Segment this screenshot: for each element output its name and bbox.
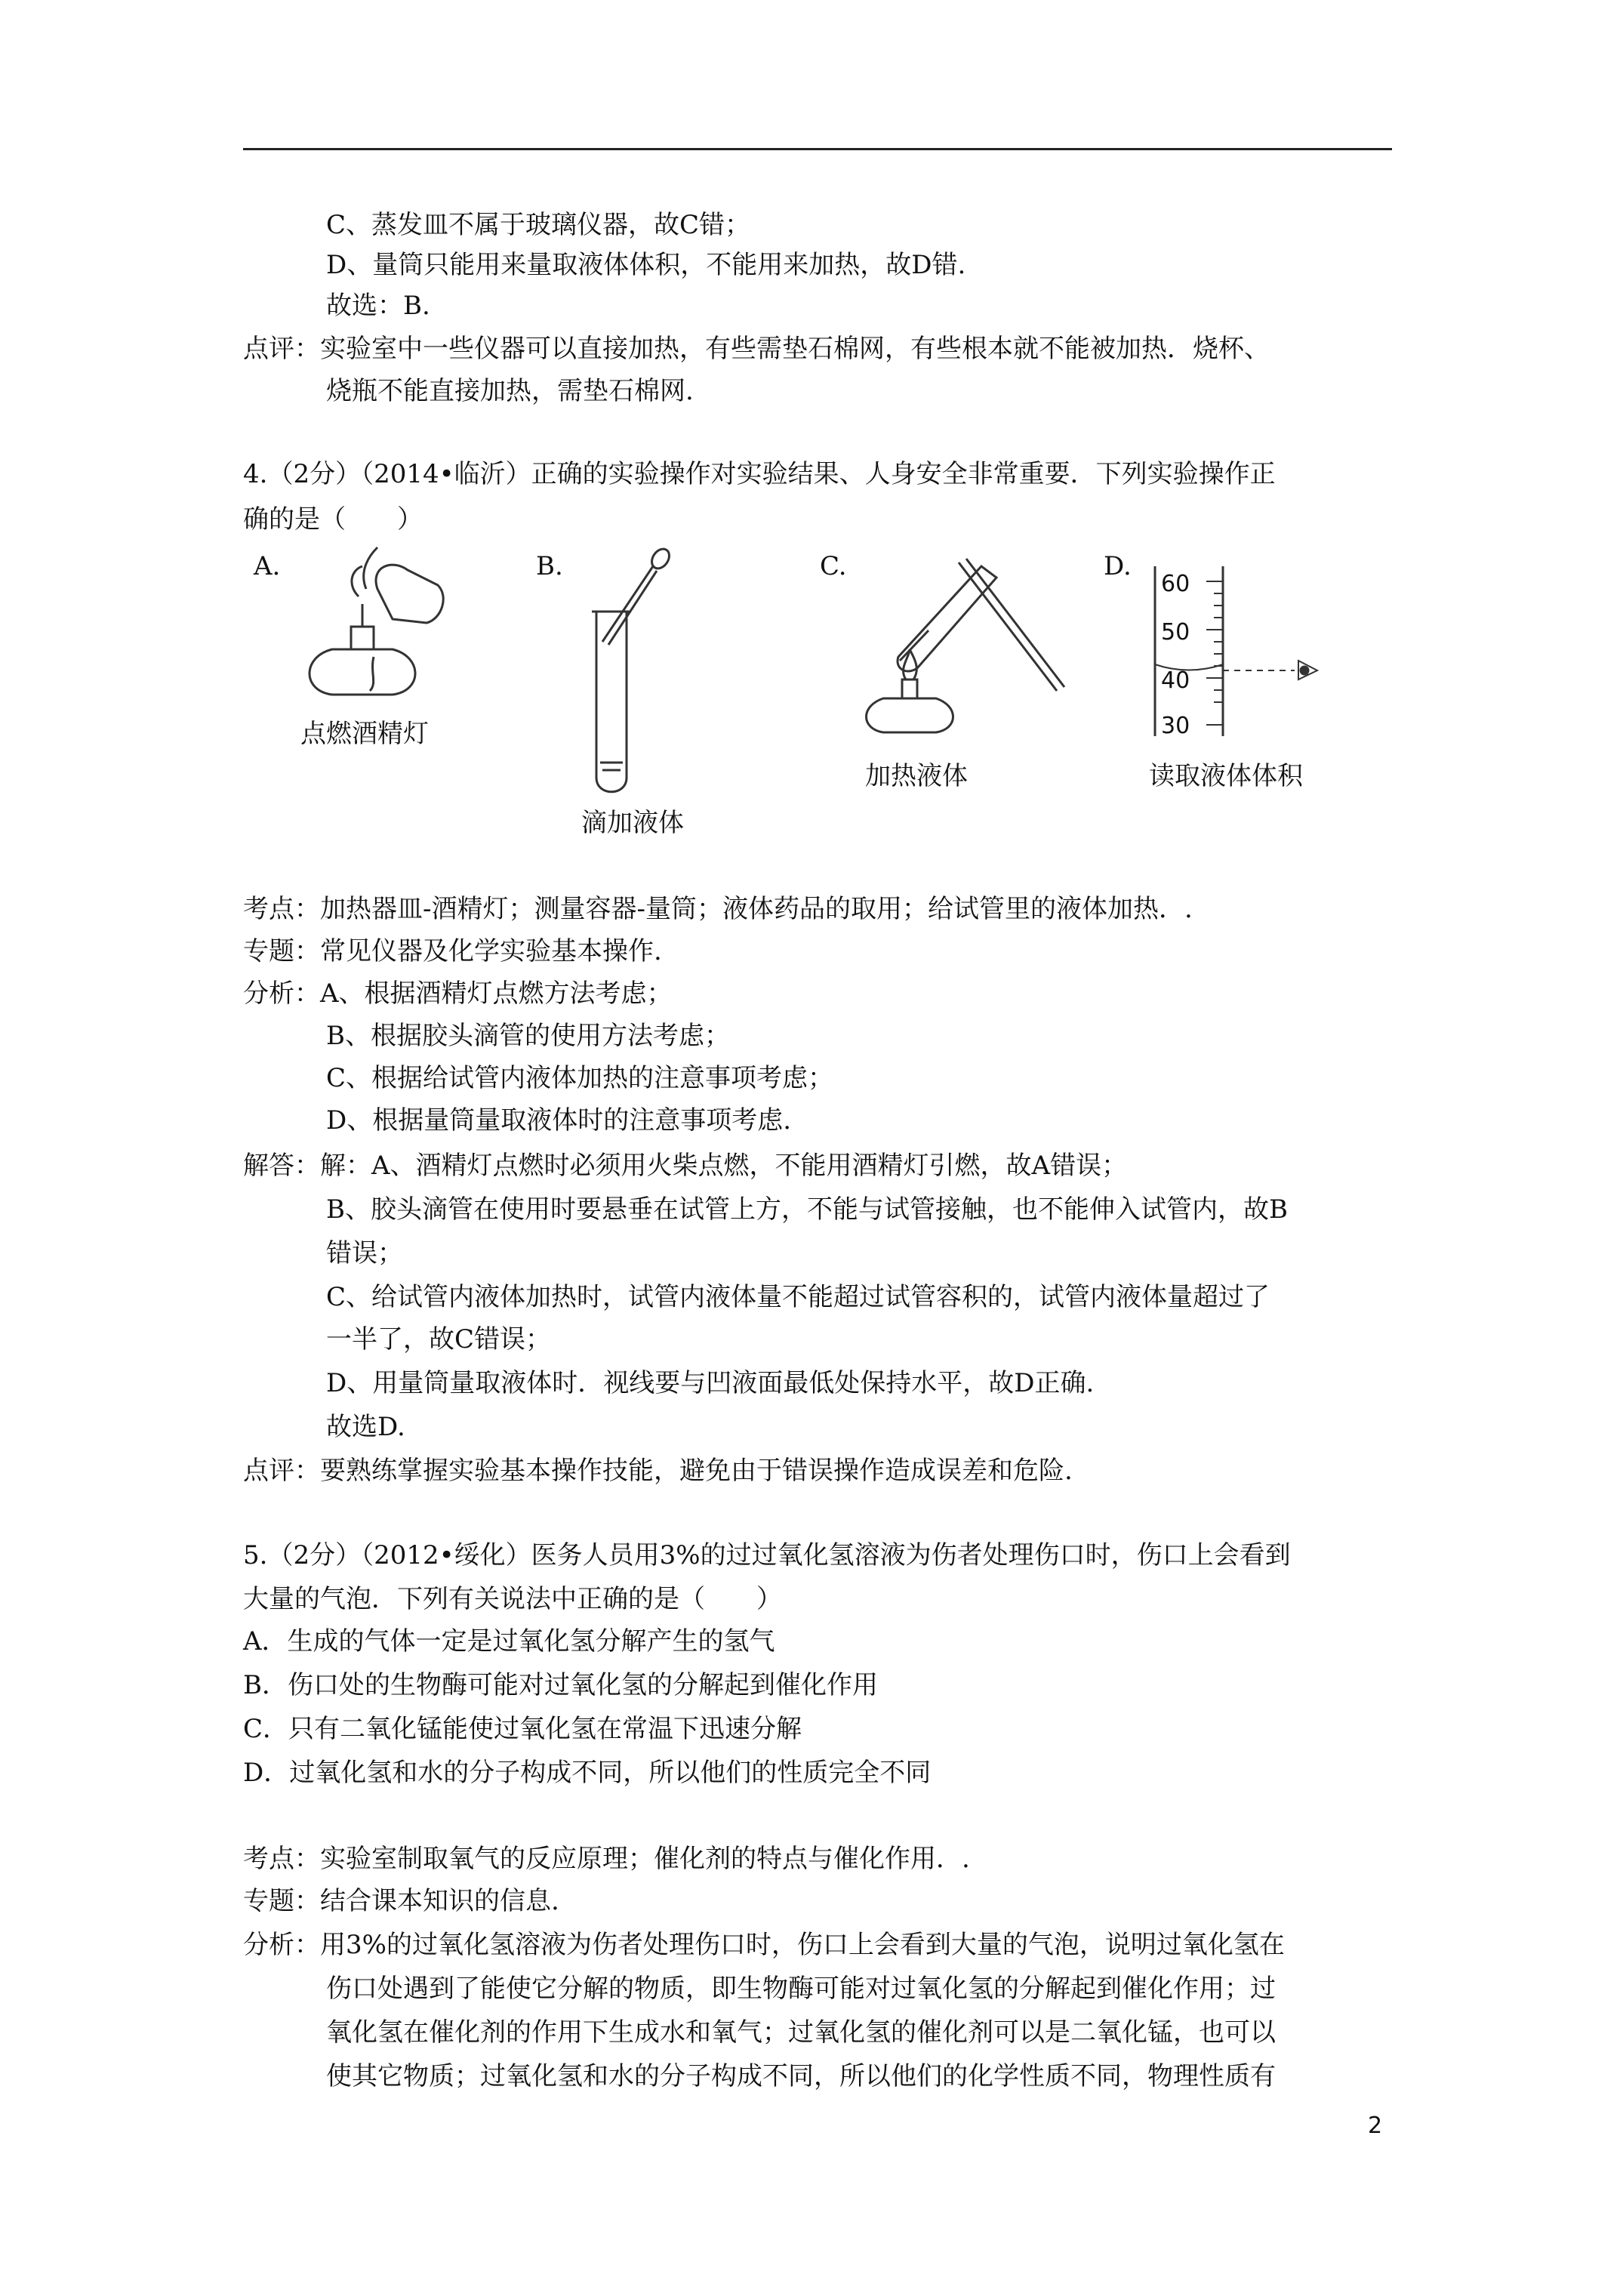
text-line: 一半了，故C错误； bbox=[326, 1324, 552, 1354]
tick-label: 60 bbox=[1161, 571, 1190, 597]
option-a-letter: A. bbox=[254, 551, 281, 581]
text-line: 考点：实验室制取氧气的反应原理；催化剂的特点与催化作用．. bbox=[243, 1844, 970, 1874]
question-5-stem: 大量的气泡．下列有关说法中正确的是（ ） bbox=[243, 1584, 782, 1614]
text-line: 专题：结合课本知识的信息. bbox=[243, 1886, 559, 1916]
option-b-caption: 滴加液体 bbox=[581, 808, 684, 838]
option-c-letter: C. bbox=[820, 551, 847, 581]
option-c-caption: 加热液体 bbox=[865, 761, 968, 791]
text-line: 伤口处遇到了能使它分解的物质，即生物酶可能对过氧化氢的分解起到催化作用；过 bbox=[326, 1974, 1276, 2004]
question-5-option: C．只有二氧化锰能使过氧化氢在常温下迅速分解 bbox=[243, 1714, 802, 1744]
text-line: D、用量筒量取液体时．视线要与凹液面最低处保持水平，故D正确. bbox=[326, 1368, 1095, 1398]
text-line: D、根据量筒量取液体时的注意事项考虑. bbox=[326, 1105, 792, 1136]
text-line: B、胶头滴管在使用时要悬垂在试管上方，不能与试管接触，也不能伸入试管内，故B bbox=[326, 1194, 1288, 1225]
alcohol-lamp-figure bbox=[287, 544, 460, 710]
option-b-letter: B. bbox=[536, 551, 563, 581]
dropper-test-tube-figure bbox=[566, 544, 687, 800]
tick-label: 40 bbox=[1161, 667, 1190, 694]
text-line: 解答：解：A、酒精灯点燃时必须用火柴点燃，不能用酒精灯引燃，故A错误； bbox=[243, 1151, 1128, 1181]
option-a-caption: 点燃酒精灯 bbox=[300, 719, 429, 749]
heating-test-tube-figure bbox=[853, 544, 1079, 747]
question-4-stem: 确的是（ ） bbox=[243, 504, 423, 535]
text-line: D、量筒只能用来量取液体体积，不能用来加热，故D错. bbox=[326, 250, 966, 280]
question-5-stem: 5.（2分）（2012•绥化）医务人员用3%的过过氧化氢溶液为伤者处理伤口时，伤口上会看到 bbox=[243, 1540, 1291, 1570]
text-line: C、根据给试管内液体加热的注意事项考虑； bbox=[326, 1063, 834, 1093]
text-line: 故选：B. bbox=[326, 291, 430, 321]
tick-label: 50 bbox=[1161, 619, 1190, 646]
text-line: 烧瓶不能直接加热，需垫石棉网. bbox=[326, 376, 694, 406]
page-number: 2 bbox=[1368, 2113, 1383, 2139]
question-5-option: D．过氧化氢和水的分子构成不同，所以他们的性质完全不同 bbox=[243, 1758, 932, 1788]
text-line: 专题：常见仪器及化学实验基本操作. bbox=[243, 936, 662, 966]
text-line: 故选D. bbox=[326, 1412, 405, 1442]
text-line: 分析：用3%的过氧化氢溶液为伤者处理伤口时，伤口上会看到大量的气泡，说明过氧化氢在 bbox=[243, 1930, 1285, 1960]
tick-label: 30 bbox=[1161, 713, 1190, 739]
text-line: 使其它物质；过氧化氢和水的分子构成不同，所以他们的化学性质不同，物理性质有 bbox=[326, 2061, 1276, 2091]
question-5-option: A．生成的气体一定是过氧化氢分解产生的氢气 bbox=[243, 1626, 775, 1657]
text-line: B、根据胶头滴管的使用方法考虑； bbox=[326, 1021, 730, 1051]
text-line: 错误； bbox=[326, 1238, 403, 1268]
text-line: 点评：实验室中一些仪器可以直接加热，有些需垫石棉网，有些根本就不能被加热．烧杯、 bbox=[243, 334, 1270, 364]
text-line: C、蒸发皿不属于玻璃仪器，故C错； bbox=[326, 210, 751, 240]
option-d-letter: D. bbox=[1104, 551, 1132, 581]
question-4-stem: 4.（2分）（2014•临沂）正确的实验操作对实验结果、人身安全非常重要．下列实验操作正 bbox=[243, 459, 1276, 489]
option-d-caption: 读取液体体积 bbox=[1149, 761, 1303, 791]
text-line: 考点：加热器皿-酒精灯；测量容器-量筒；液体药品的取用；给试管里的液体加热．. bbox=[243, 894, 1193, 924]
text-line: 分析：A、根据酒精灯点燃方法考虑； bbox=[243, 978, 673, 1009]
text-line: 氧化氢在催化剂的作用下生成水和氧气；过氧化氢的催化剂可以是二氧化锰，也可以 bbox=[326, 2017, 1276, 2048]
text-line: 点评：要熟练掌握实验基本操作技能，避免由于错误操作造成误差和危险. bbox=[243, 1456, 1073, 1486]
text-line: C、给试管内液体加热时，试管内液体量不能超过试管容积的，试管内液体量超过了 bbox=[326, 1282, 1270, 1312]
question-5-option: B．伤口处的生物酶可能对过氧化氢的分解起到催化作用 bbox=[243, 1670, 878, 1700]
header-rule bbox=[243, 148, 1392, 150]
